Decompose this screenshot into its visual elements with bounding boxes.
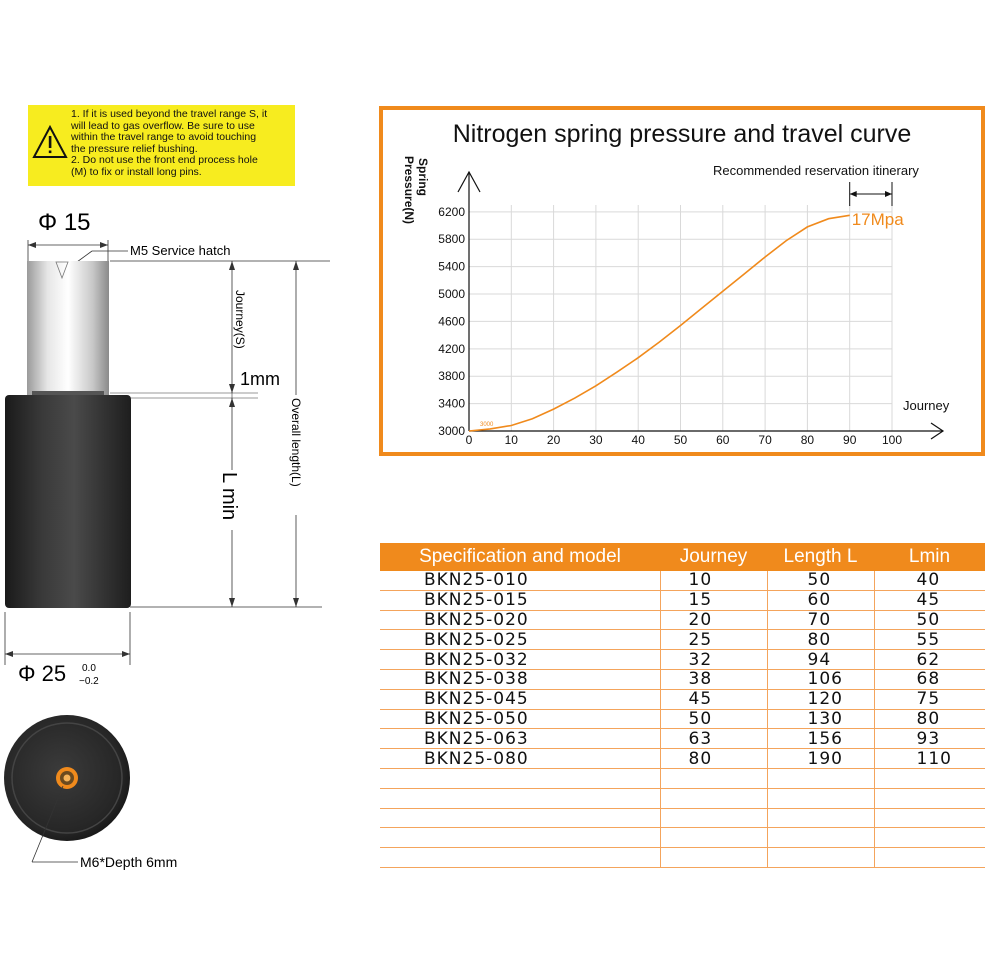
cell-lmin: 110	[874, 749, 985, 769]
y-tick-label: 5400	[438, 259, 465, 274]
pressure-travel-chart	[383, 110, 981, 452]
chart-panel	[379, 106, 985, 456]
x-tick-label: 20	[546, 433, 561, 447]
table-row	[380, 689, 985, 709]
start-label: 3000	[480, 422, 494, 428]
cell-length	[767, 808, 874, 828]
spec-table	[380, 543, 985, 868]
cell-journey	[660, 808, 767, 828]
x-tick-label: 50	[673, 433, 688, 447]
cell-length	[767, 828, 874, 848]
cell-lmin: 62	[874, 650, 985, 670]
cell-lmin	[874, 788, 985, 808]
cell-length	[767, 788, 874, 808]
table-row	[380, 749, 985, 769]
cell-journey: 63	[660, 729, 767, 749]
warning-line: within the travel range to avoid touching	[71, 131, 257, 144]
cell-model: BKN25-020	[380, 610, 660, 630]
table-row	[380, 669, 985, 689]
cell-lmin: 68	[874, 669, 985, 689]
warning-line: the pressure relief bushing.	[71, 142, 198, 155]
cell-lmin: 50	[874, 610, 985, 630]
arrowhead	[100, 242, 108, 248]
cell-length: 94	[767, 650, 874, 670]
cell-journey: 38	[660, 669, 767, 689]
cell-length: 130	[767, 709, 874, 729]
warning-triangle-icon	[32, 125, 68, 159]
cell-lmin: 80	[874, 709, 985, 729]
arrowhead	[293, 598, 299, 607]
annotation-label: Recommended reservation itinerary	[713, 163, 919, 178]
arrowhead	[885, 191, 892, 197]
x-tick-label: 80	[800, 433, 815, 447]
arrowhead	[229, 261, 235, 270]
cell-model: BKN25-025	[380, 630, 660, 650]
y-tick-label: 3800	[438, 369, 465, 384]
cell-length: 106	[767, 669, 874, 689]
pressure-curve	[469, 215, 850, 431]
cell-model: BKN25-050	[380, 709, 660, 729]
cell-lmin	[874, 828, 985, 848]
piston-rod	[27, 261, 109, 395]
cell-model	[380, 848, 660, 868]
cell-model	[380, 808, 660, 828]
x-axis-label: Journey	[903, 398, 950, 413]
cell-lmin: 75	[874, 689, 985, 709]
warning-line: 2. Do not use the front end process hole	[71, 154, 258, 167]
top-diameter-label: Φ 15	[38, 209, 91, 236]
cell-lmin: 55	[874, 630, 985, 650]
cell-lmin: 40	[874, 571, 985, 590]
cell-journey: 50	[660, 709, 767, 729]
y-tick-label: 4200	[438, 341, 465, 356]
warning-text	[71, 109, 293, 179]
header-lmin: Lmin	[874, 543, 985, 571]
table-row	[380, 788, 985, 808]
warning-line: 1. If it is used beyond the travel range S, it	[71, 108, 268, 120]
y-axis-label: Spring	[416, 158, 430, 196]
arrowhead	[28, 242, 36, 248]
cell-length: 60	[767, 590, 874, 610]
cell-model: BKN25-063	[380, 729, 660, 749]
table-row	[380, 709, 985, 729]
y-tick-label: 6200	[438, 204, 465, 219]
warning-line: (M) to fix or install long pins.	[71, 165, 202, 178]
cell-length: 190	[767, 749, 874, 769]
x-tick-label: 60	[716, 433, 730, 447]
cell-model: BKN25-038	[380, 669, 660, 689]
pressure-label: 17Mpa	[851, 210, 904, 229]
cell-journey: 45	[660, 689, 767, 709]
x-tick-label: 70	[758, 433, 772, 447]
cell-lmin	[874, 808, 985, 828]
table-row	[380, 828, 985, 848]
cell-journey: 15	[660, 590, 767, 610]
cell-length: 50	[767, 571, 874, 590]
cell-journey: 10	[660, 571, 767, 590]
arrowhead	[850, 191, 857, 197]
journey-label: Journey(S)	[233, 290, 247, 349]
thread-label: M6*Depth 6mm	[80, 854, 178, 870]
arrowhead	[293, 261, 299, 270]
cell-journey	[660, 848, 767, 868]
table-row	[380, 590, 985, 610]
table-row	[380, 729, 985, 749]
cell-journey	[660, 768, 767, 788]
cell-model: BKN25-080	[380, 749, 660, 769]
table-row	[380, 650, 985, 670]
gap-label: 1mm	[240, 369, 280, 389]
header-model: Specification and model	[380, 543, 660, 571]
spring-drawing	[0, 190, 340, 890]
x-tick-label: 30	[589, 433, 603, 447]
cell-model	[380, 788, 660, 808]
cell-length: 80	[767, 630, 874, 650]
cell-model: BKN25-032	[380, 650, 660, 670]
header-journey: Journey	[660, 543, 767, 571]
thread-hole-core	[64, 775, 71, 782]
y-tick-label: 3400	[438, 396, 465, 411]
service-hatch-label: M5 Service hatch	[130, 243, 231, 258]
cell-model: BKN25-010	[380, 571, 660, 590]
cylinder-body	[5, 395, 131, 608]
table-row	[380, 848, 985, 868]
cell-model: BKN25-015	[380, 590, 660, 610]
tolerance-lower: −0.2	[79, 676, 99, 687]
cell-journey: 80	[660, 749, 767, 769]
header-length: Length L	[767, 543, 874, 571]
cell-length	[767, 768, 874, 788]
cell-length: 156	[767, 729, 874, 749]
cell-length: 120	[767, 689, 874, 709]
warning-box	[28, 105, 295, 186]
x-tick-label: 0	[465, 433, 473, 447]
arrowhead	[229, 398, 235, 407]
cell-lmin	[874, 848, 985, 868]
cell-length	[767, 848, 874, 868]
table-row	[380, 808, 985, 828]
cell-model	[380, 768, 660, 788]
arrowhead	[122, 651, 130, 657]
y-tick-label: 5800	[438, 232, 465, 247]
cell-journey: 20	[660, 610, 767, 630]
chart-title: Nitrogen spring pressure and travel curve	[452, 120, 912, 148]
cell-journey: 32	[660, 650, 767, 670]
cell-lmin: 45	[874, 590, 985, 610]
x-tick-label: 40	[631, 433, 645, 447]
cell-journey	[660, 788, 767, 808]
cell-model: BKN25-045	[380, 689, 660, 709]
table-header-row	[380, 543, 985, 571]
cell-length: 70	[767, 610, 874, 630]
cell-model	[380, 828, 660, 848]
y-tick-label: 3000	[438, 424, 465, 438]
table-row	[380, 630, 985, 650]
cell-journey	[660, 828, 767, 848]
y-axis-label: Pressure(N)	[402, 156, 416, 225]
lmin-label: L min	[218, 472, 240, 521]
y-tick-label: 5000	[438, 287, 465, 302]
warning-line: will lead to gas overflow. Be sure to use	[71, 119, 255, 132]
overall-length-label: Overall length(L)	[289, 398, 303, 487]
x-tick-label: 90	[843, 433, 857, 447]
table-row	[380, 610, 985, 630]
cell-journey: 25	[660, 630, 767, 650]
y-tick-label: 4600	[438, 314, 465, 329]
cell-lmin: 93	[874, 729, 985, 749]
cell-lmin	[874, 768, 985, 788]
x-tick-label: 10	[504, 433, 518, 447]
x-tick-label: 100	[881, 433, 903, 447]
table-row	[380, 768, 985, 788]
arrowhead	[229, 598, 235, 607]
bottom-diameter-label: Φ 25	[18, 661, 67, 686]
arrowhead	[5, 651, 13, 657]
table-row	[380, 571, 985, 590]
tolerance-upper: 0.0	[82, 663, 96, 674]
